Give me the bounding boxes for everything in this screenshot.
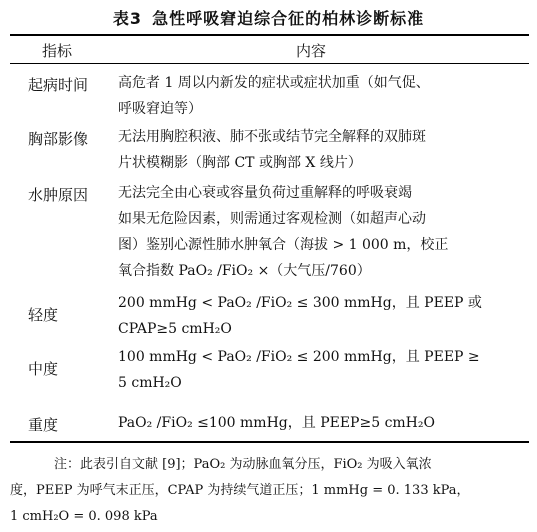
content-line: 片状模糊影（胸部 CT 或胸部 X 线片） — [118, 155, 362, 171]
row-content-moderate — [118, 344, 530, 396]
top-rule — [10, 34, 529, 36]
note-line: 度，PEEP 为呼气末正压，CPAP 为持续气道正压；1 mmHg = 0. 133 kPa， — [10, 483, 470, 498]
row-label-moderate: 中度 — [28, 360, 59, 378]
content-line: PaO₂ /FiO₂ ≤100 mmHg，且 PEEP≥5 cmH₂O — [118, 415, 435, 431]
note-line: 注：此表引自文献 [9]；PaO₂ 为动脉血氧分压，FiO₂ 为吸入氧浓 — [54, 457, 432, 472]
header-content: 内容 — [296, 42, 327, 60]
content-line: 100 mmHg < PaO₂ /FiO₂ ≤ 200 mmHg，且 PEEP ≥ — [118, 349, 480, 365]
content-line: 200 mmHg < PaO₂ /FiO₂ ≤ 300 mmHg，且 PEEP 或 — [118, 295, 482, 311]
row-content-edema-origin — [118, 180, 530, 284]
row-label-chest-imaging: 胸部影像 — [28, 130, 89, 148]
row-content-mild — [118, 290, 530, 342]
table-title: 急性呼吸窘迫综合征的柏林诊断标准 — [152, 9, 425, 28]
content-line: CPAP≥5 cmH₂O — [118, 321, 232, 337]
content-line: 氧合指数 PaO₂ /FiO₂ ×（大气压/760） — [118, 263, 371, 279]
content-line: 如果无危险因素，则需通过客观检测（如超声心动 — [118, 211, 426, 227]
content-line: 高危者 1 周以内新发的症状或症状加重（如气促、 — [118, 75, 430, 91]
row-label-mild: 轻度 — [28, 306, 59, 324]
note-line: 1 cmH₂O = 0. 098 kPa — [10, 509, 158, 524]
header-rule — [10, 63, 529, 64]
row-label-severe: 重度 — [28, 416, 59, 434]
header-indicator: 指标 — [42, 42, 73, 60]
content-line: 无法完全由心衰或容量负荷过重解释的呼吸衰竭 — [118, 185, 412, 201]
table-note — [10, 452, 532, 530]
row-content-severe — [118, 410, 530, 436]
bottom-rule — [10, 441, 529, 443]
content-line: 5 cmH₂O — [118, 375, 182, 391]
content-line: 图）鉴别心源性肺水肿氧合（海拔 > 1 000 m，校正 — [118, 237, 449, 253]
content-line: 呼吸窘迫等） — [118, 101, 202, 117]
row-label-edema-origin: 水肿原因 — [28, 186, 89, 204]
row-label-onset: 起病时间 — [28, 76, 89, 94]
row-content-onset — [118, 70, 530, 122]
table-number: 表3 — [112, 9, 143, 28]
table-caption — [0, 6, 537, 29]
content-line: 无法用胸腔积液、肺不张或结节完全解释的双肺斑 — [118, 129, 426, 145]
row-content-chest-imaging — [118, 124, 530, 176]
